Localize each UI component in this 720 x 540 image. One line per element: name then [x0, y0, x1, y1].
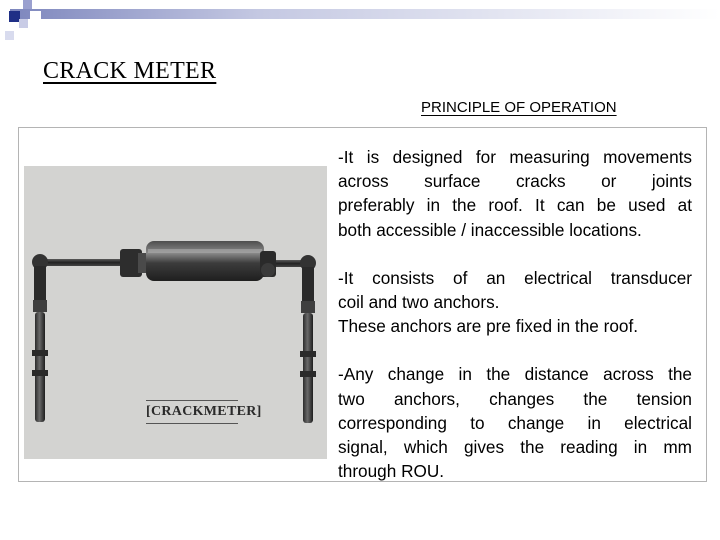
text-line: preferably in the roof. It can be used at [338, 195, 692, 216]
paragraph-operation [338, 362, 692, 483]
text-line: corresponding to change in electrical [338, 412, 692, 433]
text-line: both accessible / inaccessible locations. [338, 219, 642, 240]
text-line: -It is designed for measuring movements [338, 147, 692, 167]
text-line: across surface cracks or joints [338, 171, 692, 192]
slide-subtitle: PRINCIPLE OF OPERATION [421, 99, 617, 116]
text-line: through ROU. [338, 461, 445, 482]
description-text [338, 145, 692, 507]
text-line: two anchors, changes the tension [338, 388, 692, 409]
paragraph-components [338, 266, 692, 339]
corner-decoration [0, 0, 720, 50]
text-line: -It consists of an electrical transducer [338, 267, 692, 288]
text-line: These anchors are pre fixed in the roof. [338, 316, 638, 337]
text-line: -Any change in the distance across the [338, 364, 692, 385]
paragraph-purpose [338, 145, 692, 242]
photo-caption: [CRACKMETER] [146, 400, 238, 424]
crackmeter-photo [24, 166, 327, 459]
slide-title: CRACK METER [43, 58, 217, 84]
text-line: coil and two anchors. [338, 292, 500, 313]
text-line: signal, which gives the reading in mm [338, 437, 692, 458]
